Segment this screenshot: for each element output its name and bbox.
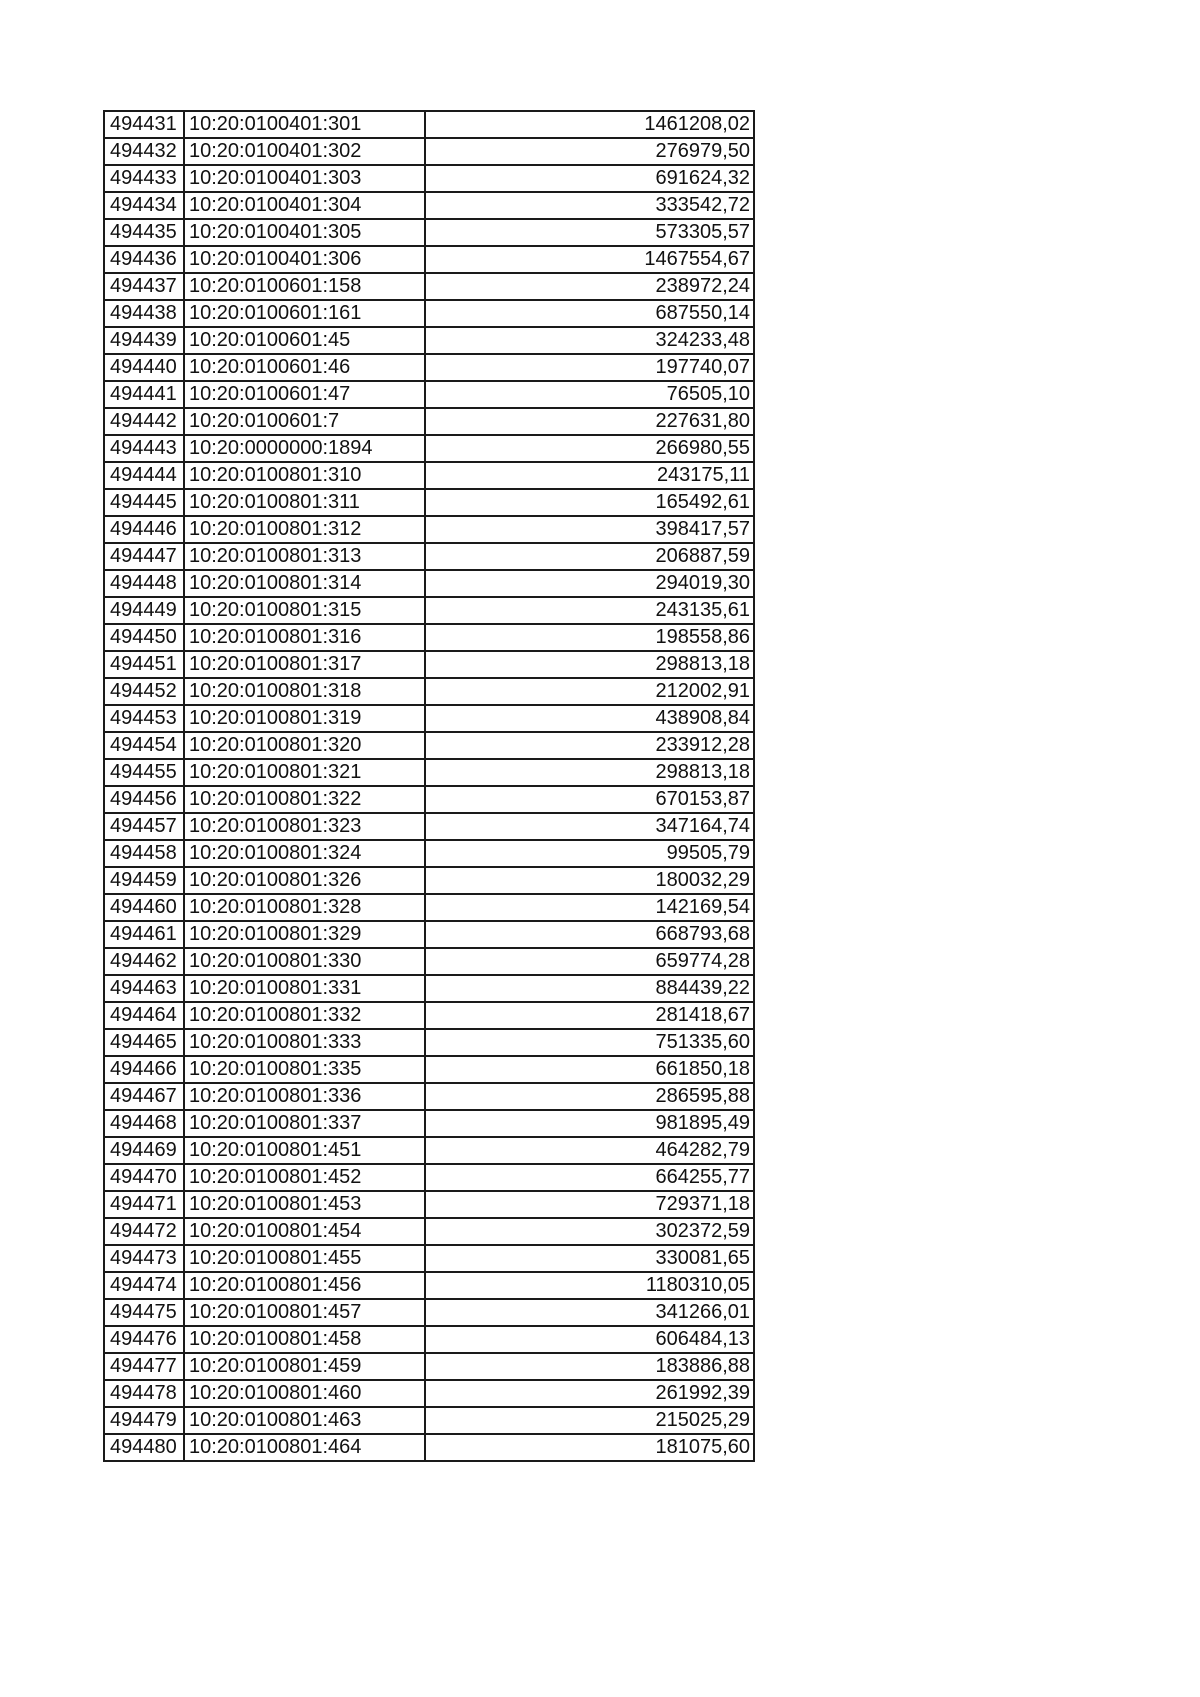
table-row [104,894,754,921]
row-number-cell: 494433 [104,165,184,192]
cadastral-number-cell: 10:20:0100801:329 [184,921,425,948]
table-row [104,300,754,327]
table-row [104,273,754,300]
table-row [104,1272,754,1299]
cadastral-value-cell: 165492,61 [425,489,754,516]
row-number-cell: 494476 [104,1326,184,1353]
cadastral-value-cell: 183886,88 [425,1353,754,1380]
cadastral-value-cell: 661850,18 [425,1056,754,1083]
cadastral-number-cell: 10:20:0100801:454 [184,1218,425,1245]
table-row [104,1434,754,1461]
row-number-cell: 494480 [104,1434,184,1461]
cadastral-value-cell: 341266,01 [425,1299,754,1326]
cadastral-number-cell: 10:20:0000000:1894 [184,435,425,462]
table-row [104,543,754,570]
cadastral-value-cell: 206887,59 [425,543,754,570]
cadastral-number-cell: 10:20:0100801:326 [184,867,425,894]
cadastral-value-cell: 212002,91 [425,678,754,705]
cadastral-value-cell: 76505,10 [425,381,754,408]
row-number-cell: 494449 [104,597,184,624]
table-body [104,111,754,1461]
cadastral-value-cell: 261992,39 [425,1380,754,1407]
table-row [104,1137,754,1164]
table-row [104,975,754,1002]
cadastral-number-cell: 10:20:0100801:451 [184,1137,425,1164]
table-row [104,435,754,462]
cadastral-number-cell: 10:20:0100801:319 [184,705,425,732]
cadastral-value-cell: 298813,18 [425,651,754,678]
table-row [104,1002,754,1029]
row-number-cell: 494450 [104,624,184,651]
cadastral-value-cell: 1461208,02 [425,111,754,138]
cadastral-value-cell: 243175,11 [425,462,754,489]
table-row [104,246,754,273]
row-number-cell: 494442 [104,408,184,435]
row-number-cell: 494447 [104,543,184,570]
row-number-cell: 494432 [104,138,184,165]
table-row [104,921,754,948]
cadastral-number-cell: 10:20:0100801:452 [184,1164,425,1191]
table-row [104,840,754,867]
cadastral-value-cell: 238972,24 [425,273,754,300]
row-number-cell: 494448 [104,570,184,597]
row-number-cell: 494457 [104,813,184,840]
row-number-cell: 494474 [104,1272,184,1299]
row-number-cell: 494453 [104,705,184,732]
cadastral-number-cell: 10:20:0100601:158 [184,273,425,300]
table-row [104,759,754,786]
cadastral-number-cell: 10:20:0100601:45 [184,327,425,354]
cadastral-number-cell: 10:20:0100801:312 [184,516,425,543]
cadastral-number-cell: 10:20:0100801:331 [184,975,425,1002]
cadastral-number-cell: 10:20:0100401:306 [184,246,425,273]
cadastral-value-cell: 330081,65 [425,1245,754,1272]
cadastral-value-cell: 438908,84 [425,705,754,732]
cadastral-number-cell: 10:20:0100401:305 [184,219,425,246]
table-row [104,948,754,975]
cadastral-value-cell: 668793,68 [425,921,754,948]
cadastral-value-cell: 687550,14 [425,300,754,327]
cadastral-number-cell: 10:20:0100401:301 [184,111,425,138]
cadastral-value-cell: 691624,32 [425,165,754,192]
row-number-cell: 494438 [104,300,184,327]
table-row [104,867,754,894]
cadastral-value-cell: 664255,77 [425,1164,754,1191]
cadastral-value-cell: 729371,18 [425,1191,754,1218]
table-row [104,1191,754,1218]
row-number-cell: 494436 [104,246,184,273]
row-number-cell: 494459 [104,867,184,894]
cadastral-number-cell: 10:20:0100801:332 [184,1002,425,1029]
row-number-cell: 494446 [104,516,184,543]
cadastral-number-cell: 10:20:0100801:313 [184,543,425,570]
cadastral-value-cell: 298813,18 [425,759,754,786]
cadastral-value-cell: 1180310,05 [425,1272,754,1299]
cadastral-value-cell: 215025,29 [425,1407,754,1434]
table-row [104,1164,754,1191]
cadastral-value-cell: 243135,61 [425,597,754,624]
row-number-cell: 494443 [104,435,184,462]
table-row [104,192,754,219]
table-row [104,705,754,732]
table-row [104,786,754,813]
cadastral-value-cell: 180032,29 [425,867,754,894]
cadastral-value-cell: 181075,60 [425,1434,754,1461]
cadastral-value-cell: 227631,80 [425,408,754,435]
cadastral-number-cell: 10:20:0100801:311 [184,489,425,516]
cadastral-number-cell: 10:20:0100801:321 [184,759,425,786]
table-row [104,1245,754,1272]
cadastral-number-cell: 10:20:0100801:323 [184,813,425,840]
cadastral-value-cell: 142169,54 [425,894,754,921]
cadastral-number-cell: 10:20:0100801:317 [184,651,425,678]
cadastral-number-cell: 10:20:0100801:322 [184,786,425,813]
table-row [104,1029,754,1056]
row-number-cell: 494468 [104,1110,184,1137]
cadastral-number-cell: 10:20:0100601:46 [184,354,425,381]
table-row [104,138,754,165]
cadastral-value-cell: 286595,88 [425,1083,754,1110]
row-number-cell: 494452 [104,678,184,705]
table-row [104,165,754,192]
row-number-cell: 494440 [104,354,184,381]
cadastral-number-cell: 10:20:0100801:310 [184,462,425,489]
table-row [104,408,754,435]
table-row [104,1380,754,1407]
table-row [104,111,754,138]
row-number-cell: 494466 [104,1056,184,1083]
cadastral-value-cell: 197740,07 [425,354,754,381]
row-number-cell: 494435 [104,219,184,246]
cadastral-value-cell: 294019,30 [425,570,754,597]
table-row [104,1299,754,1326]
cadastral-value-cell: 606484,13 [425,1326,754,1353]
cadastral-number-cell: 10:20:0100801:337 [184,1110,425,1137]
row-number-cell: 494456 [104,786,184,813]
cadastral-number-cell: 10:20:0100601:7 [184,408,425,435]
table-row [104,732,754,759]
cadastral-number-cell: 10:20:0100801:315 [184,597,425,624]
table-row [104,489,754,516]
table-row [104,1407,754,1434]
cadastral-number-cell: 10:20:0100601:161 [184,300,425,327]
row-number-cell: 494475 [104,1299,184,1326]
table-row [104,1110,754,1137]
row-number-cell: 494431 [104,111,184,138]
cadastral-number-cell: 10:20:0100801:318 [184,678,425,705]
cadastral-number-cell: 10:20:0100801:316 [184,624,425,651]
row-number-cell: 494460 [104,894,184,921]
cadastral-number-cell: 10:20:0100801:333 [184,1029,425,1056]
cadastral-number-cell: 10:20:0100401:302 [184,138,425,165]
cadastral-number-cell: 10:20:0100801:456 [184,1272,425,1299]
row-number-cell: 494467 [104,1083,184,1110]
row-number-cell: 494462 [104,948,184,975]
row-number-cell: 494469 [104,1137,184,1164]
row-number-cell: 494479 [104,1407,184,1434]
cadastral-number-cell: 10:20:0100801:335 [184,1056,425,1083]
table-row [104,1218,754,1245]
row-number-cell: 494458 [104,840,184,867]
cadastral-value-cell: 266980,55 [425,435,754,462]
row-number-cell: 494477 [104,1353,184,1380]
row-number-cell: 494463 [104,975,184,1002]
row-number-cell: 494472 [104,1218,184,1245]
row-number-cell: 494444 [104,462,184,489]
cadastral-value-cell: 324233,48 [425,327,754,354]
cadastral-value-cell: 281418,67 [425,1002,754,1029]
cadastral-number-cell: 10:20:0100801:320 [184,732,425,759]
table-row [104,219,754,246]
row-number-cell: 494437 [104,273,184,300]
table-row [104,570,754,597]
row-number-cell: 494478 [104,1380,184,1407]
table-row [104,651,754,678]
row-number-cell: 494461 [104,921,184,948]
row-number-cell: 494455 [104,759,184,786]
cadastral-number-cell: 10:20:0100801:458 [184,1326,425,1353]
table-row [104,462,754,489]
row-number-cell: 494464 [104,1002,184,1029]
cadastral-number-cell: 10:20:0100801:328 [184,894,425,921]
cadastral-value-cell: 333542,72 [425,192,754,219]
row-number-cell: 494439 [104,327,184,354]
row-number-cell: 494445 [104,489,184,516]
cadastral-value-cell: 884439,22 [425,975,754,1002]
row-number-cell: 494441 [104,381,184,408]
table-row [104,624,754,651]
cadastral-value-cell: 347164,74 [425,813,754,840]
cadastral-number-cell: 10:20:0100801:460 [184,1380,425,1407]
row-number-cell: 494454 [104,732,184,759]
cadastral-number-cell: 10:20:0100801:330 [184,948,425,975]
cadastral-number-cell: 10:20:0100801:459 [184,1353,425,1380]
cadastral-value-cell: 233912,28 [425,732,754,759]
cadastral-value-cell: 276979,50 [425,138,754,165]
cadastral-value-cell: 398417,57 [425,516,754,543]
row-number-cell: 494451 [104,651,184,678]
cadastral-number-cell: 10:20:0100801:457 [184,1299,425,1326]
table-row [104,678,754,705]
cadastral-value-table [103,110,755,1462]
cadastral-value-cell: 670153,87 [425,786,754,813]
cadastral-number-cell: 10:20:0100801:464 [184,1434,425,1461]
table-row [104,354,754,381]
row-number-cell: 494434 [104,192,184,219]
table-row [104,381,754,408]
table-row [104,516,754,543]
table-row [104,813,754,840]
cadastral-value-cell: 981895,49 [425,1110,754,1137]
table-row [104,1353,754,1380]
cadastral-value-cell: 99505,79 [425,840,754,867]
cadastral-value-cell: 1467554,67 [425,246,754,273]
cadastral-number-cell: 10:20:0100601:47 [184,381,425,408]
cadastral-number-cell: 10:20:0100801:463 [184,1407,425,1434]
cadastral-value-cell: 302372,59 [425,1218,754,1245]
cadastral-value-cell: 751335,60 [425,1029,754,1056]
table-row [104,1056,754,1083]
row-number-cell: 494471 [104,1191,184,1218]
cadastral-value-cell: 198558,86 [425,624,754,651]
row-number-cell: 494465 [104,1029,184,1056]
table-row [104,1083,754,1110]
cadastral-number-cell: 10:20:0100801:324 [184,840,425,867]
cadastral-number-cell: 10:20:0100401:303 [184,165,425,192]
row-number-cell: 494473 [104,1245,184,1272]
cadastral-number-cell: 10:20:0100801:455 [184,1245,425,1272]
row-number-cell: 494470 [104,1164,184,1191]
cadastral-number-cell: 10:20:0100801:453 [184,1191,425,1218]
cadastral-number-cell: 10:20:0100401:304 [184,192,425,219]
table-row [104,327,754,354]
cadastral-number-cell: 10:20:0100801:314 [184,570,425,597]
cadastral-value-cell: 573305,57 [425,219,754,246]
table-row [104,597,754,624]
cadastral-value-cell: 659774,28 [425,948,754,975]
table-row [104,1326,754,1353]
cadastral-value-cell: 464282,79 [425,1137,754,1164]
cadastral-number-cell: 10:20:0100801:336 [184,1083,425,1110]
